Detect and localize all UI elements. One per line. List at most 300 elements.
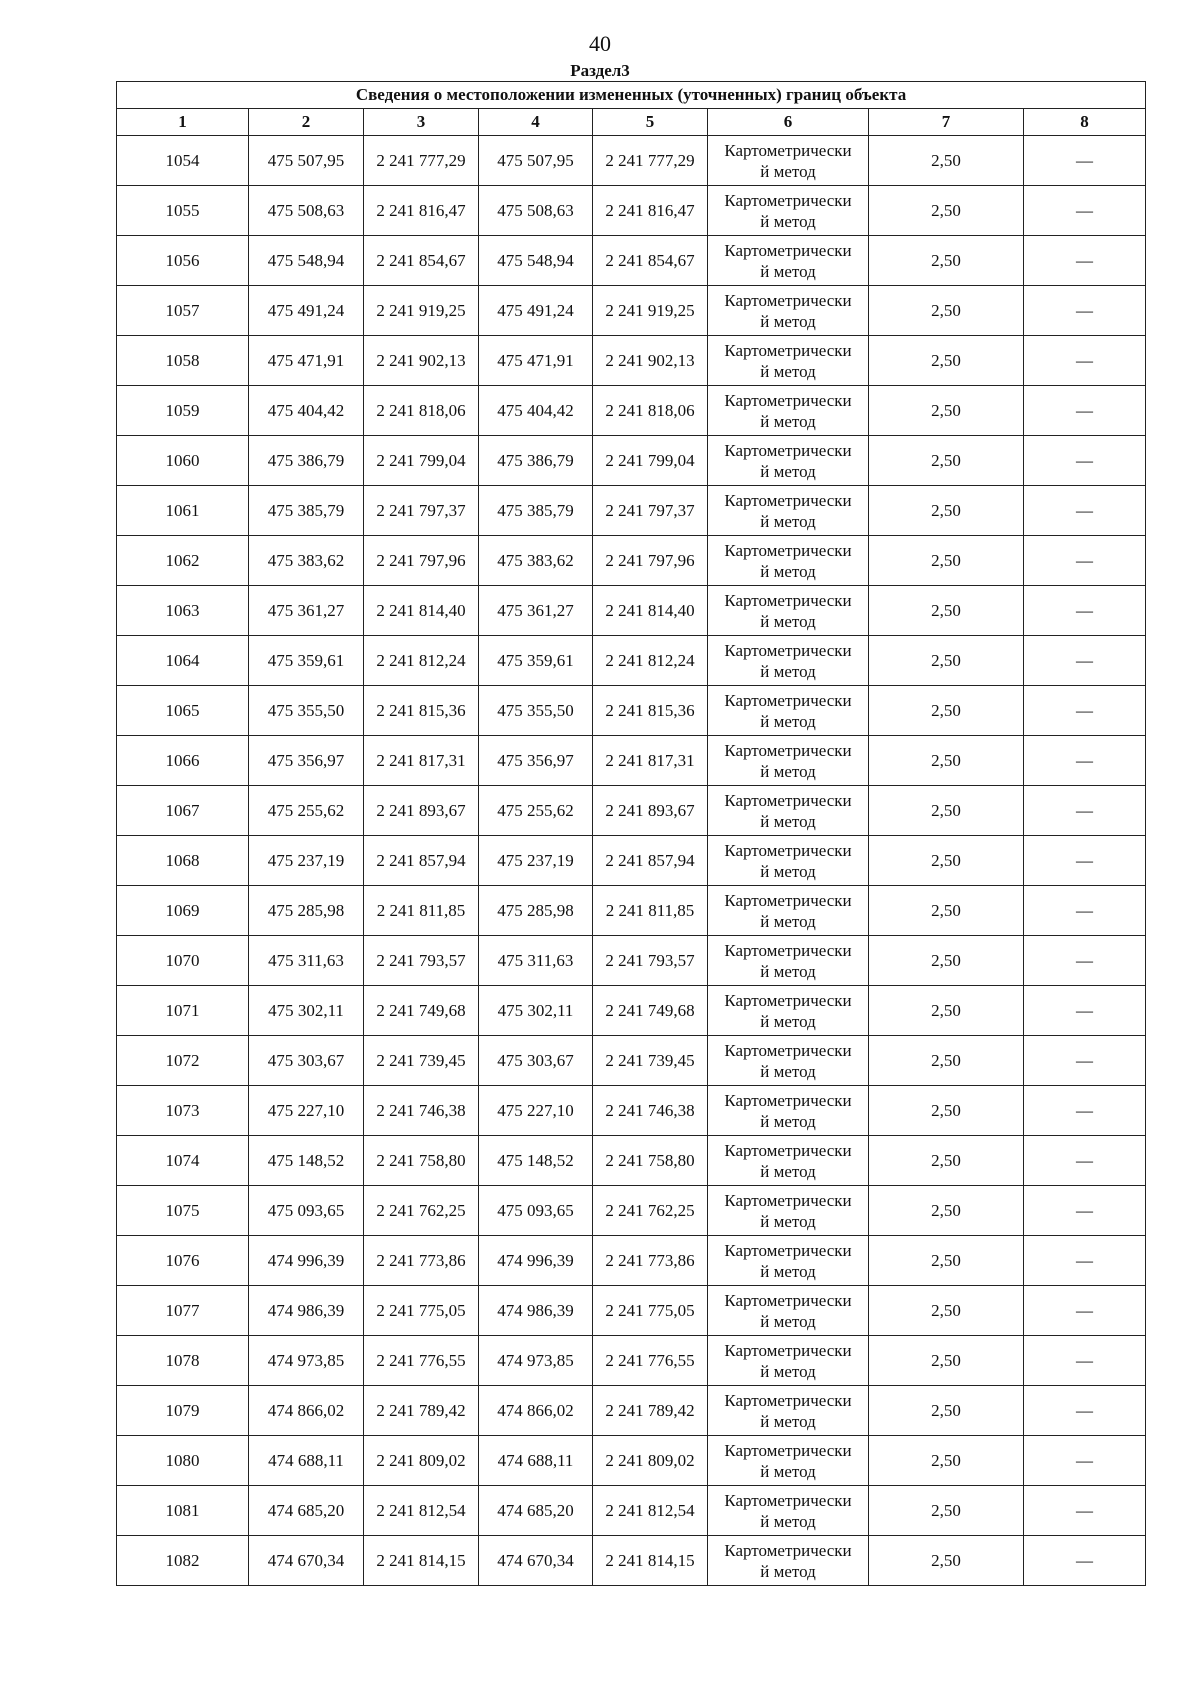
table-row: [117, 286, 1146, 336]
x-coordinate-existing-cell: 475 356,97: [249, 736, 364, 786]
method-cell: [708, 1536, 869, 1586]
method-cell: [708, 1136, 869, 1186]
point-number-cell: 1070: [117, 936, 249, 986]
table-row: [117, 186, 1146, 236]
y-coordinate-existing-cell: 2 241 818,06: [364, 386, 479, 436]
table-row: [117, 1236, 1146, 1286]
note-cell: —: [1024, 1286, 1146, 1336]
method-text-line: Картометрически: [724, 1140, 852, 1160]
method-text-line: Картометрически: [724, 1240, 852, 1260]
x-coordinate-refined-cell: 474 670,34: [479, 1536, 593, 1586]
point-number-cell: 1074: [117, 1136, 249, 1186]
y-coordinate-existing-cell: 2 241 746,38: [364, 1086, 479, 1136]
accuracy-cell: 2,50: [869, 986, 1024, 1036]
x-coordinate-existing-cell: 474 670,34: [249, 1536, 364, 1586]
method-cell: [708, 236, 869, 286]
accuracy-cell: 2,50: [869, 186, 1024, 236]
accuracy-cell: 2,50: [869, 436, 1024, 486]
y-coordinate-refined-cell: 2 241 789,42: [593, 1386, 708, 1436]
y-coordinate-refined-cell: 2 241 797,96: [593, 536, 708, 586]
table-row: [117, 1336, 1146, 1386]
method-text-line: Картометрически: [724, 290, 852, 310]
method-text-line: й метод: [760, 1161, 816, 1181]
accuracy-cell: 2,50: [869, 1086, 1024, 1136]
y-coordinate-refined-cell: 2 241 814,40: [593, 586, 708, 636]
x-coordinate-existing-cell: 475 507,95: [249, 136, 364, 186]
x-coordinate-refined-cell: 475 302,11: [479, 986, 593, 1036]
accuracy-cell: 2,50: [869, 1186, 1024, 1236]
method-text-line: й метод: [760, 861, 816, 881]
x-coordinate-refined-cell: 475 471,91: [479, 336, 593, 386]
accuracy-cell: 2,50: [869, 1436, 1024, 1486]
point-number-cell: 1058: [117, 336, 249, 386]
method-cell: [708, 486, 869, 536]
y-coordinate-existing-cell: 2 241 775,05: [364, 1286, 479, 1336]
table-row: [117, 1536, 1146, 1586]
method-cell: [708, 686, 869, 736]
table-caption: Сведения о местоположении измененных (уточненных) границ объекта: [117, 82, 1146, 109]
method-cell: [708, 736, 869, 786]
method-text-line: Картометрически: [724, 1540, 852, 1560]
accuracy-cell: 2,50: [869, 1386, 1024, 1436]
point-number-cell: 1059: [117, 386, 249, 436]
y-coordinate-existing-cell: 2 241 817,31: [364, 736, 479, 786]
note-cell: —: [1024, 1386, 1146, 1436]
method-text-line: Картометрически: [724, 1390, 852, 1410]
method-text-line: й метод: [760, 1261, 816, 1281]
method-text-line: й метод: [760, 211, 816, 231]
table-row: [117, 136, 1146, 186]
accuracy-cell: 2,50: [869, 886, 1024, 936]
point-number-cell: 1075: [117, 1186, 249, 1236]
method-text-line: Картометрически: [724, 140, 852, 160]
x-coordinate-refined-cell: 475 093,65: [479, 1186, 593, 1236]
y-coordinate-existing-cell: 2 241 739,45: [364, 1036, 479, 1086]
method-text-line: Картометрически: [724, 1090, 852, 1110]
point-number-cell: 1057: [117, 286, 249, 336]
y-coordinate-existing-cell: 2 241 811,85: [364, 886, 479, 936]
y-coordinate-refined-cell: 2 241 919,25: [593, 286, 708, 336]
note-cell: —: [1024, 1186, 1146, 1236]
x-coordinate-refined-cell: 475 548,94: [479, 236, 593, 286]
column-number: 7: [869, 109, 1024, 136]
method-text-line: Картометрически: [724, 940, 852, 960]
x-coordinate-refined-cell: 475 359,61: [479, 636, 593, 686]
table-row: [117, 386, 1146, 436]
x-coordinate-existing-cell: 474 685,20: [249, 1486, 364, 1536]
table-row: [117, 1436, 1146, 1486]
x-coordinate-refined-cell: 475 383,62: [479, 536, 593, 586]
method-cell: [708, 1336, 869, 1386]
method-text-line: й метод: [760, 1461, 816, 1481]
accuracy-cell: 2,50: [869, 1536, 1024, 1586]
note-cell: —: [1024, 1486, 1146, 1536]
method-text-line: й метод: [760, 1411, 816, 1431]
y-coordinate-existing-cell: 2 241 893,67: [364, 786, 479, 836]
accuracy-cell: 2,50: [869, 1486, 1024, 1536]
y-coordinate-existing-cell: 2 241 799,04: [364, 436, 479, 486]
point-number-cell: 1060: [117, 436, 249, 486]
method-text-line: Картометрически: [724, 1190, 852, 1210]
y-coordinate-existing-cell: 2 241 902,13: [364, 336, 479, 386]
y-coordinate-existing-cell: 2 241 797,37: [364, 486, 479, 536]
note-cell: —: [1024, 636, 1146, 686]
method-text-line: Картометрически: [724, 740, 852, 760]
x-coordinate-existing-cell: 475 311,63: [249, 936, 364, 986]
y-coordinate-refined-cell: 2 241 762,25: [593, 1186, 708, 1236]
note-cell: —: [1024, 536, 1146, 586]
note-cell: —: [1024, 1436, 1146, 1486]
y-coordinate-existing-cell: 2 241 789,42: [364, 1386, 479, 1436]
point-number-cell: 1064: [117, 636, 249, 686]
x-coordinate-existing-cell: 475 383,62: [249, 536, 364, 586]
accuracy-cell: 2,50: [869, 536, 1024, 586]
method-cell: [708, 436, 869, 486]
y-coordinate-refined-cell: 2 241 814,15: [593, 1536, 708, 1586]
method-text-line: Картометрически: [724, 1340, 852, 1360]
method-text-line: Картометрически: [724, 690, 852, 710]
table-row: [117, 436, 1146, 486]
method-text-line: й метод: [760, 1061, 816, 1081]
x-coordinate-existing-cell: 475 285,98: [249, 886, 364, 936]
note-cell: —: [1024, 186, 1146, 236]
note-cell: —: [1024, 936, 1146, 986]
point-number-cell: 1065: [117, 686, 249, 736]
x-coordinate-refined-cell: 475 255,62: [479, 786, 593, 836]
x-coordinate-refined-cell: 474 973,85: [479, 1336, 593, 1386]
x-coordinate-refined-cell: 475 386,79: [479, 436, 593, 486]
method-text-line: Картометрически: [724, 590, 852, 610]
point-number-cell: 1054: [117, 136, 249, 186]
x-coordinate-refined-cell: 475 148,52: [479, 1136, 593, 1186]
method-text-line: й метод: [760, 411, 816, 431]
table-row: [117, 636, 1146, 686]
method-text-line: й метод: [760, 1511, 816, 1531]
x-coordinate-existing-cell: 475 471,91: [249, 336, 364, 386]
accuracy-cell: 2,50: [869, 836, 1024, 886]
y-coordinate-existing-cell: 2 241 776,55: [364, 1336, 479, 1386]
x-coordinate-refined-cell: 475 491,24: [479, 286, 593, 336]
x-coordinate-refined-cell: 475 508,63: [479, 186, 593, 236]
y-coordinate-existing-cell: 2 241 777,29: [364, 136, 479, 186]
y-coordinate-refined-cell: 2 241 739,45: [593, 1036, 708, 1086]
method-text-line: Картометрически: [724, 640, 852, 660]
note-cell: —: [1024, 336, 1146, 386]
accuracy-cell: 2,50: [869, 336, 1024, 386]
y-coordinate-refined-cell: 2 241 758,80: [593, 1136, 708, 1186]
y-coordinate-existing-cell: 2 241 758,80: [364, 1136, 479, 1186]
y-coordinate-existing-cell: 2 241 797,96: [364, 536, 479, 586]
x-coordinate-refined-cell: 475 356,97: [479, 736, 593, 786]
accuracy-cell: 2,50: [869, 1336, 1024, 1386]
y-coordinate-refined-cell: 2 241 799,04: [593, 436, 708, 486]
method-text-line: й метод: [760, 1561, 816, 1581]
y-coordinate-refined-cell: 2 241 812,24: [593, 636, 708, 686]
point-number-cell: 1078: [117, 1336, 249, 1386]
point-number-cell: 1061: [117, 486, 249, 536]
point-number-cell: 1073: [117, 1086, 249, 1136]
y-coordinate-refined-cell: 2 241 777,29: [593, 136, 708, 186]
table-row: [117, 886, 1146, 936]
method-text-line: Картометрически: [724, 1040, 852, 1060]
note-cell: —: [1024, 836, 1146, 886]
x-coordinate-refined-cell: 474 688,11: [479, 1436, 593, 1486]
column-number: 5: [593, 109, 708, 136]
method-cell: [708, 786, 869, 836]
y-coordinate-existing-cell: 2 241 812,24: [364, 636, 479, 686]
note-cell: —: [1024, 686, 1146, 736]
method-text-line: Картометрически: [724, 440, 852, 460]
y-coordinate-existing-cell: 2 241 749,68: [364, 986, 479, 1036]
table-row: [117, 1486, 1146, 1536]
accuracy-cell: 2,50: [869, 636, 1024, 686]
point-number-cell: 1056: [117, 236, 249, 286]
note-cell: —: [1024, 1086, 1146, 1136]
method-text-line: Картометрически: [724, 540, 852, 560]
table-row: [117, 1086, 1146, 1136]
note-cell: —: [1024, 1336, 1146, 1386]
method-text-line: Картометрически: [724, 1490, 852, 1510]
point-number-cell: 1068: [117, 836, 249, 886]
method-text-line: й метод: [760, 711, 816, 731]
x-coordinate-refined-cell: 474 685,20: [479, 1486, 593, 1536]
coordinates-table: [116, 81, 1146, 1586]
method-text-line: й метод: [760, 1111, 816, 1131]
y-coordinate-refined-cell: 2 241 816,47: [593, 186, 708, 236]
y-coordinate-refined-cell: 2 241 893,67: [593, 786, 708, 836]
y-coordinate-existing-cell: 2 241 854,67: [364, 236, 479, 286]
y-coordinate-refined-cell: 2 241 776,55: [593, 1336, 708, 1386]
x-coordinate-existing-cell: 475 508,63: [249, 186, 364, 236]
method-cell: [708, 536, 869, 586]
method-text-line: й метод: [760, 361, 816, 381]
column-number: 6: [708, 109, 869, 136]
x-coordinate-refined-cell: 474 996,39: [479, 1236, 593, 1286]
method-text-line: Картометрически: [724, 840, 852, 860]
note-cell: —: [1024, 1136, 1146, 1186]
x-coordinate-existing-cell: 474 986,39: [249, 1286, 364, 1336]
accuracy-cell: 2,50: [869, 586, 1024, 636]
table-row: [117, 486, 1146, 536]
column-number: 2: [249, 109, 364, 136]
point-number-cell: 1071: [117, 986, 249, 1036]
table-row: [117, 986, 1146, 1036]
accuracy-cell: 2,50: [869, 736, 1024, 786]
x-coordinate-existing-cell: 475 303,67: [249, 1036, 364, 1086]
method-cell: [708, 1286, 869, 1336]
method-text-line: Картометрически: [724, 340, 852, 360]
note-cell: —: [1024, 436, 1146, 486]
x-coordinate-refined-cell: 474 986,39: [479, 1286, 593, 1336]
method-text-line: й метод: [760, 1011, 816, 1031]
y-coordinate-refined-cell: 2 241 797,37: [593, 486, 708, 536]
accuracy-cell: 2,50: [869, 686, 1024, 736]
x-coordinate-refined-cell: 475 285,98: [479, 886, 593, 936]
method-text-line: й метод: [760, 461, 816, 481]
note-cell: —: [1024, 386, 1146, 436]
x-coordinate-refined-cell: 475 355,50: [479, 686, 593, 736]
accuracy-cell: 2,50: [869, 1136, 1024, 1186]
x-coordinate-refined-cell: 475 404,42: [479, 386, 593, 436]
x-coordinate-refined-cell: 475 507,95: [479, 136, 593, 186]
y-coordinate-existing-cell: 2 241 816,47: [364, 186, 479, 236]
note-cell: —: [1024, 586, 1146, 636]
x-coordinate-existing-cell: 475 404,42: [249, 386, 364, 436]
accuracy-cell: 2,50: [869, 1036, 1024, 1086]
method-cell: [708, 286, 869, 336]
method-text-line: й метод: [760, 911, 816, 931]
note-cell: —: [1024, 786, 1146, 836]
accuracy-cell: 2,50: [869, 786, 1024, 836]
note-cell: —: [1024, 486, 1146, 536]
method-text-line: й метод: [760, 761, 816, 781]
method-text-line: Картометрически: [724, 1440, 852, 1460]
note-cell: —: [1024, 236, 1146, 286]
table-row: [117, 936, 1146, 986]
x-coordinate-existing-cell: 474 996,39: [249, 1236, 364, 1286]
method-cell: [708, 186, 869, 236]
x-coordinate-refined-cell: 475 227,10: [479, 1086, 593, 1136]
accuracy-cell: 2,50: [869, 1286, 1024, 1336]
method-text-line: Картометрически: [724, 190, 852, 210]
method-text-line: Картометрически: [724, 790, 852, 810]
x-coordinate-existing-cell: 475 361,27: [249, 586, 364, 636]
table-row: [117, 586, 1146, 636]
x-coordinate-existing-cell: 474 866,02: [249, 1386, 364, 1436]
point-number-cell: 1066: [117, 736, 249, 786]
method-cell: [708, 1436, 869, 1486]
column-number: 3: [364, 109, 479, 136]
y-coordinate-refined-cell: 2 241 812,54: [593, 1486, 708, 1536]
accuracy-cell: 2,50: [869, 236, 1024, 286]
table-row: [117, 336, 1146, 386]
method-text-line: Картометрически: [724, 240, 852, 260]
y-coordinate-refined-cell: 2 241 746,38: [593, 1086, 708, 1136]
x-coordinate-existing-cell: 475 385,79: [249, 486, 364, 536]
method-text-line: Картометрически: [724, 490, 852, 510]
method-text-line: й метод: [760, 1211, 816, 1231]
y-coordinate-refined-cell: 2 241 854,67: [593, 236, 708, 286]
table-row: [117, 236, 1146, 286]
y-coordinate-refined-cell: 2 241 793,57: [593, 936, 708, 986]
section-title: Раздел3: [570, 61, 630, 80]
method-cell: [708, 136, 869, 186]
accuracy-cell: 2,50: [869, 286, 1024, 336]
x-coordinate-existing-cell: 474 688,11: [249, 1436, 364, 1486]
method-text-line: й метод: [760, 611, 816, 631]
method-text-line: й метод: [760, 811, 816, 831]
x-coordinate-existing-cell: 474 973,85: [249, 1336, 364, 1386]
x-coordinate-existing-cell: 475 355,50: [249, 686, 364, 736]
method-cell: [708, 1086, 869, 1136]
x-coordinate-existing-cell: 475 491,24: [249, 286, 364, 336]
table-row: [117, 536, 1146, 586]
x-coordinate-existing-cell: 475 237,19: [249, 836, 364, 886]
method-cell: [708, 386, 869, 436]
note-cell: —: [1024, 286, 1146, 336]
note-cell: —: [1024, 1036, 1146, 1086]
table-row: [117, 836, 1146, 886]
x-coordinate-existing-cell: 475 548,94: [249, 236, 364, 286]
point-number-cell: 1080: [117, 1436, 249, 1486]
method-text-line: Картометрически: [724, 990, 852, 1010]
note-cell: —: [1024, 1236, 1146, 1286]
method-text-line: й метод: [760, 1311, 816, 1331]
table-row: [117, 1136, 1146, 1186]
table-row: [117, 1386, 1146, 1436]
accuracy-cell: 2,50: [869, 936, 1024, 986]
x-coordinate-existing-cell: 475 227,10: [249, 1086, 364, 1136]
x-coordinate-refined-cell: 475 303,67: [479, 1036, 593, 1086]
table-body: [117, 136, 1146, 1586]
method-cell: [708, 836, 869, 886]
y-coordinate-existing-cell: 2 241 857,94: [364, 836, 479, 886]
table-row: [117, 1036, 1146, 1086]
point-number-cell: 1062: [117, 536, 249, 586]
method-cell: [708, 986, 869, 1036]
y-coordinate-existing-cell: 2 241 814,15: [364, 1536, 479, 1586]
point-number-cell: 1069: [117, 886, 249, 936]
point-number-cell: 1072: [117, 1036, 249, 1086]
method-cell: [708, 1186, 869, 1236]
y-coordinate-refined-cell: 2 241 775,05: [593, 1286, 708, 1336]
y-coordinate-existing-cell: 2 241 815,36: [364, 686, 479, 736]
x-coordinate-refined-cell: 475 311,63: [479, 936, 593, 986]
y-coordinate-refined-cell: 2 241 815,36: [593, 686, 708, 736]
method-text-line: й метод: [760, 961, 816, 981]
method-cell: [708, 1386, 869, 1436]
x-coordinate-refined-cell: 475 385,79: [479, 486, 593, 536]
method-cell: [708, 336, 869, 386]
method-text-line: й метод: [760, 661, 816, 681]
y-coordinate-refined-cell: 2 241 818,06: [593, 386, 708, 436]
y-coordinate-existing-cell: 2 241 762,25: [364, 1186, 479, 1236]
y-coordinate-refined-cell: 2 241 902,13: [593, 336, 708, 386]
method-text-line: Картометрически: [724, 890, 852, 910]
x-coordinate-existing-cell: 475 359,61: [249, 636, 364, 686]
x-coordinate-existing-cell: 475 302,11: [249, 986, 364, 1036]
x-coordinate-refined-cell: 475 237,19: [479, 836, 593, 886]
method-cell: [708, 636, 869, 686]
column-number: 4: [479, 109, 593, 136]
method-cell: [708, 1486, 869, 1536]
accuracy-cell: 2,50: [869, 486, 1024, 536]
note-cell: —: [1024, 986, 1146, 1036]
method-text-line: Картометрически: [724, 1290, 852, 1310]
note-cell: —: [1024, 136, 1146, 186]
y-coordinate-refined-cell: 2 241 817,31: [593, 736, 708, 786]
point-number-cell: 1055: [117, 186, 249, 236]
table-row: [117, 736, 1146, 786]
method-text-line: й метод: [760, 1361, 816, 1381]
accuracy-cell: 2,50: [869, 386, 1024, 436]
note-cell: —: [1024, 886, 1146, 936]
y-coordinate-refined-cell: 2 241 773,86: [593, 1236, 708, 1286]
y-coordinate-existing-cell: 2 241 809,02: [364, 1436, 479, 1486]
point-number-cell: 1082: [117, 1536, 249, 1586]
y-coordinate-existing-cell: 2 241 812,54: [364, 1486, 479, 1536]
table-row: [117, 686, 1146, 736]
method-text-line: Картометрически: [724, 390, 852, 410]
y-coordinate-refined-cell: 2 241 809,02: [593, 1436, 708, 1486]
point-number-cell: 1067: [117, 786, 249, 836]
method-cell: [708, 1236, 869, 1286]
method-text-line: й метод: [760, 311, 816, 331]
method-text-line: й метод: [760, 161, 816, 181]
method-cell: [708, 886, 869, 936]
column-number: 1: [117, 109, 249, 136]
page-number: 40: [589, 31, 611, 56]
